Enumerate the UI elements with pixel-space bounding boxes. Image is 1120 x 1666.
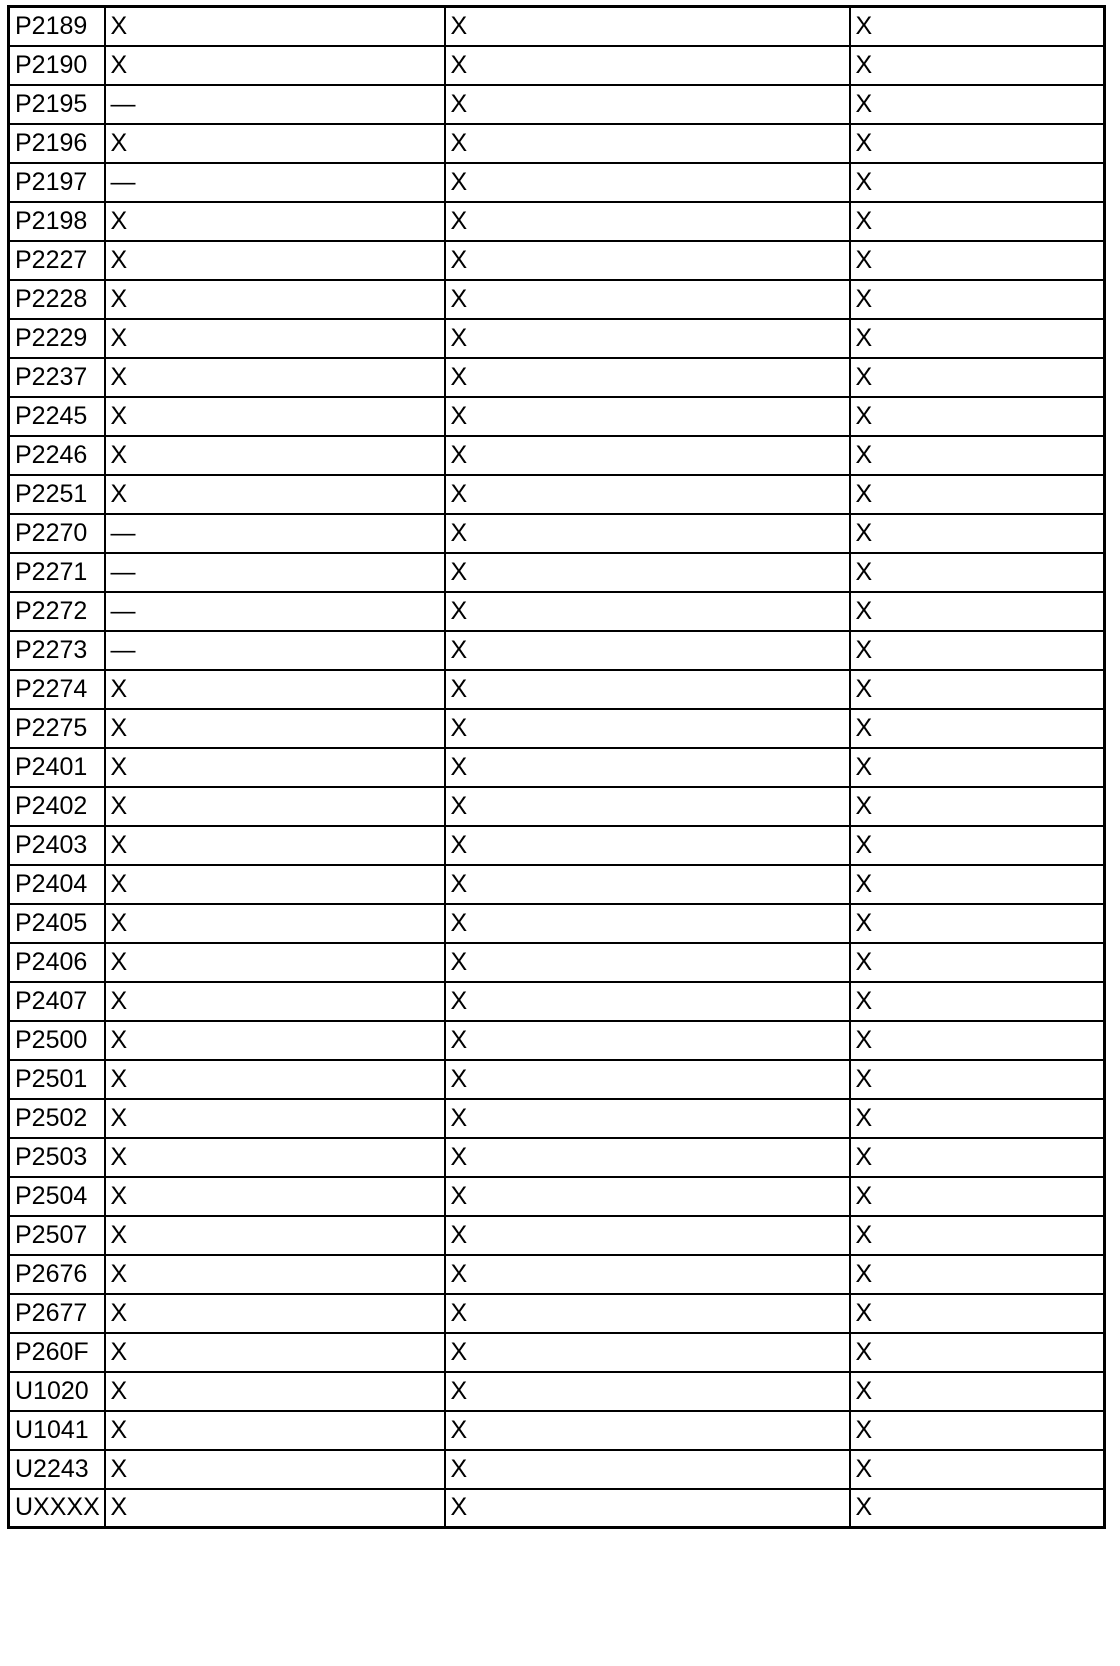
column-3-cell: X	[850, 1255, 1105, 1294]
dtc-code-cell: U2243	[9, 1450, 105, 1489]
column-2-cell: X	[445, 787, 850, 826]
table-row	[9, 1138, 1105, 1177]
column-3-cell: X	[850, 1216, 1105, 1255]
column-3-cell: X	[850, 319, 1105, 358]
table-row	[9, 1099, 1105, 1138]
table-row	[9, 1372, 1105, 1411]
column-2-cell: X	[445, 1138, 850, 1177]
column-3-cell: X	[850, 202, 1105, 241]
table-row	[9, 1021, 1105, 1060]
table-row	[9, 943, 1105, 982]
table-row	[9, 163, 1105, 202]
dtc-code-cell: P2271	[9, 553, 105, 592]
dtc-code-cell: P2272	[9, 592, 105, 631]
dtc-code-cell: P2406	[9, 943, 105, 982]
table-row	[9, 592, 1105, 631]
column-1-cell: X	[105, 397, 445, 436]
table-row	[9, 1294, 1105, 1333]
column-1-cell: X	[105, 1294, 445, 1333]
table-row	[9, 202, 1105, 241]
column-1-cell: X	[105, 319, 445, 358]
column-2-cell: X	[445, 553, 850, 592]
column-2-cell: X	[445, 397, 850, 436]
column-2-cell: X	[445, 241, 850, 280]
table-row	[9, 865, 1105, 904]
column-2-cell: X	[445, 46, 850, 85]
column-2-cell: X	[445, 826, 850, 865]
column-3-cell: X	[850, 592, 1105, 631]
table-row	[9, 1177, 1105, 1216]
column-2-cell: X	[445, 748, 850, 787]
column-3-cell: X	[850, 1489, 1105, 1528]
table-row	[9, 397, 1105, 436]
dtc-code-cell: P2246	[9, 436, 105, 475]
column-3-cell: X	[850, 943, 1105, 982]
table-row	[9, 1060, 1105, 1099]
column-3-cell: X	[850, 865, 1105, 904]
column-2-cell: X	[445, 202, 850, 241]
column-1-cell: X	[105, 904, 445, 943]
dtc-code-cell: P2404	[9, 865, 105, 904]
column-1-cell: X	[105, 787, 445, 826]
column-2-cell: X	[445, 1294, 850, 1333]
dtc-code-cell: P2245	[9, 397, 105, 436]
column-1-cell: X	[105, 475, 445, 514]
column-2-cell: X	[445, 1333, 850, 1372]
dtc-code-cell: P2189	[9, 7, 105, 46]
column-2-cell: X	[445, 85, 850, 124]
column-3-cell: X	[850, 1294, 1105, 1333]
dtc-code-cell: UXXXX	[9, 1489, 105, 1528]
column-1-cell: X	[105, 1021, 445, 1060]
column-3-cell: X	[850, 280, 1105, 319]
column-2-cell: X	[445, 1489, 850, 1528]
dtc-code-cell: P2237	[9, 358, 105, 397]
table-row	[9, 1255, 1105, 1294]
column-1-cell: X	[105, 943, 445, 982]
dtc-code-cell: P2501	[9, 1060, 105, 1099]
column-3-cell: X	[850, 982, 1105, 1021]
table-row	[9, 982, 1105, 1021]
column-1-cell: X	[105, 1138, 445, 1177]
dtc-code-cell: U1020	[9, 1372, 105, 1411]
column-2-cell: X	[445, 436, 850, 475]
dtc-code-cell: P2195	[9, 85, 105, 124]
table-row	[9, 475, 1105, 514]
column-1-cell: X	[105, 709, 445, 748]
column-3-cell: X	[850, 1138, 1105, 1177]
dtc-code-cell: P2227	[9, 241, 105, 280]
table-row	[9, 124, 1105, 163]
column-1-cell: —	[105, 592, 445, 631]
dtc-code-cell: P2197	[9, 163, 105, 202]
table-row	[9, 514, 1105, 553]
column-1-cell: X	[105, 826, 445, 865]
column-1-cell: X	[105, 670, 445, 709]
dtc-code-cell: P2407	[9, 982, 105, 1021]
column-1-cell: X	[105, 1489, 445, 1528]
column-2-cell: X	[445, 124, 850, 163]
column-1-cell: X	[105, 865, 445, 904]
dtc-table-body	[9, 7, 1105, 1528]
column-1-cell: X	[105, 436, 445, 475]
column-2-cell: X	[445, 1021, 850, 1060]
dtc-code-cell: P2677	[9, 1294, 105, 1333]
table-row	[9, 631, 1105, 670]
column-2-cell: X	[445, 7, 850, 46]
column-3-cell: X	[850, 85, 1105, 124]
table-row	[9, 787, 1105, 826]
dtc-code-cell: U1041	[9, 1411, 105, 1450]
column-2-cell: X	[445, 280, 850, 319]
column-1-cell: —	[105, 85, 445, 124]
dtc-code-cell: P2228	[9, 280, 105, 319]
column-2-cell: X	[445, 514, 850, 553]
column-1-cell: —	[105, 514, 445, 553]
column-3-cell: X	[850, 1411, 1105, 1450]
column-1-cell: X	[105, 124, 445, 163]
column-1-cell: X	[105, 358, 445, 397]
dtc-code-cell: P2402	[9, 787, 105, 826]
column-2-cell: X	[445, 1216, 850, 1255]
table-row	[9, 1333, 1105, 1372]
table-row	[9, 280, 1105, 319]
column-1-cell: X	[105, 1177, 445, 1216]
table-row	[9, 1411, 1105, 1450]
dtc-code-cell: P2270	[9, 514, 105, 553]
dtc-code-cell: P2405	[9, 904, 105, 943]
column-2-cell: X	[445, 904, 850, 943]
dtc-code-cell: P2251	[9, 475, 105, 514]
column-1-cell: X	[105, 1411, 445, 1450]
table-row	[9, 46, 1105, 85]
column-3-cell: X	[850, 1021, 1105, 1060]
column-2-cell: X	[445, 163, 850, 202]
table-row	[9, 670, 1105, 709]
column-3-cell: X	[850, 904, 1105, 943]
column-2-cell: X	[445, 1450, 850, 1489]
column-2-cell: X	[445, 1177, 850, 1216]
column-3-cell: X	[850, 670, 1105, 709]
column-2-cell: X	[445, 1411, 850, 1450]
dtc-code-cell: P2229	[9, 319, 105, 358]
column-2-cell: X	[445, 865, 850, 904]
table-row	[9, 1450, 1105, 1489]
column-3-cell: X	[850, 1372, 1105, 1411]
column-3-cell: X	[850, 709, 1105, 748]
dtc-table	[7, 5, 1106, 1529]
dtc-code-cell: P2273	[9, 631, 105, 670]
dtc-code-cell: P2676	[9, 1255, 105, 1294]
column-2-cell: X	[445, 358, 850, 397]
column-3-cell: X	[850, 1333, 1105, 1372]
column-1-cell: X	[105, 1372, 445, 1411]
column-1-cell: X	[105, 7, 445, 46]
column-3-cell: X	[850, 748, 1105, 787]
dtc-code-cell: P260F	[9, 1333, 105, 1372]
column-3-cell: X	[850, 241, 1105, 280]
column-2-cell: X	[445, 982, 850, 1021]
dtc-code-cell: P2403	[9, 826, 105, 865]
table-row	[9, 85, 1105, 124]
column-1-cell: X	[105, 280, 445, 319]
table-row	[9, 436, 1105, 475]
column-1-cell: X	[105, 1216, 445, 1255]
column-2-cell: X	[445, 1060, 850, 1099]
column-1-cell: X	[105, 1450, 445, 1489]
column-3-cell: X	[850, 1450, 1105, 1489]
column-1-cell: X	[105, 241, 445, 280]
column-3-cell: X	[850, 1060, 1105, 1099]
column-1-cell: X	[105, 1099, 445, 1138]
dtc-code-cell: P2190	[9, 46, 105, 85]
column-1-cell: X	[105, 1060, 445, 1099]
column-1-cell: —	[105, 553, 445, 592]
column-2-cell: X	[445, 1099, 850, 1138]
table-row	[9, 826, 1105, 865]
column-2-cell: X	[445, 709, 850, 748]
column-2-cell: X	[445, 319, 850, 358]
dtc-code-cell: P2500	[9, 1021, 105, 1060]
dtc-code-cell: P2275	[9, 709, 105, 748]
column-1-cell: X	[105, 982, 445, 1021]
column-3-cell: X	[850, 1177, 1105, 1216]
dtc-code-cell: P2504	[9, 1177, 105, 1216]
column-3-cell: X	[850, 124, 1105, 163]
column-3-cell: X	[850, 163, 1105, 202]
table-row	[9, 553, 1105, 592]
column-3-cell: X	[850, 553, 1105, 592]
column-2-cell: X	[445, 631, 850, 670]
column-3-cell: X	[850, 631, 1105, 670]
column-2-cell: X	[445, 943, 850, 982]
column-3-cell: X	[850, 358, 1105, 397]
table-row	[9, 241, 1105, 280]
dtc-code-cell: P2274	[9, 670, 105, 709]
column-1-cell: —	[105, 631, 445, 670]
dtc-code-cell: P2507	[9, 1216, 105, 1255]
column-3-cell: X	[850, 436, 1105, 475]
column-2-cell: X	[445, 1372, 850, 1411]
column-3-cell: X	[850, 46, 1105, 85]
column-3-cell: X	[850, 397, 1105, 436]
table-row	[9, 319, 1105, 358]
column-1-cell: X	[105, 46, 445, 85]
dtc-code-cell: P2502	[9, 1099, 105, 1138]
column-3-cell: X	[850, 475, 1105, 514]
table-row	[9, 748, 1105, 787]
column-1-cell: X	[105, 1333, 445, 1372]
table-row	[9, 1489, 1105, 1528]
table-row	[9, 1216, 1105, 1255]
column-1-cell: —	[105, 163, 445, 202]
dtc-code-cell: P2503	[9, 1138, 105, 1177]
dtc-code-cell: P2196	[9, 124, 105, 163]
column-3-cell: X	[850, 514, 1105, 553]
column-1-cell: X	[105, 202, 445, 241]
dtc-code-cell: P2198	[9, 202, 105, 241]
table-row	[9, 7, 1105, 46]
dtc-code-cell: P2401	[9, 748, 105, 787]
column-3-cell: X	[850, 1099, 1105, 1138]
column-2-cell: X	[445, 592, 850, 631]
column-2-cell: X	[445, 475, 850, 514]
column-3-cell: X	[850, 7, 1105, 46]
table-row	[9, 358, 1105, 397]
column-1-cell: X	[105, 1255, 445, 1294]
column-3-cell: X	[850, 826, 1105, 865]
column-3-cell: X	[850, 787, 1105, 826]
table-row	[9, 904, 1105, 943]
column-2-cell: X	[445, 670, 850, 709]
column-2-cell: X	[445, 1255, 850, 1294]
column-1-cell: X	[105, 748, 445, 787]
table-row	[9, 709, 1105, 748]
